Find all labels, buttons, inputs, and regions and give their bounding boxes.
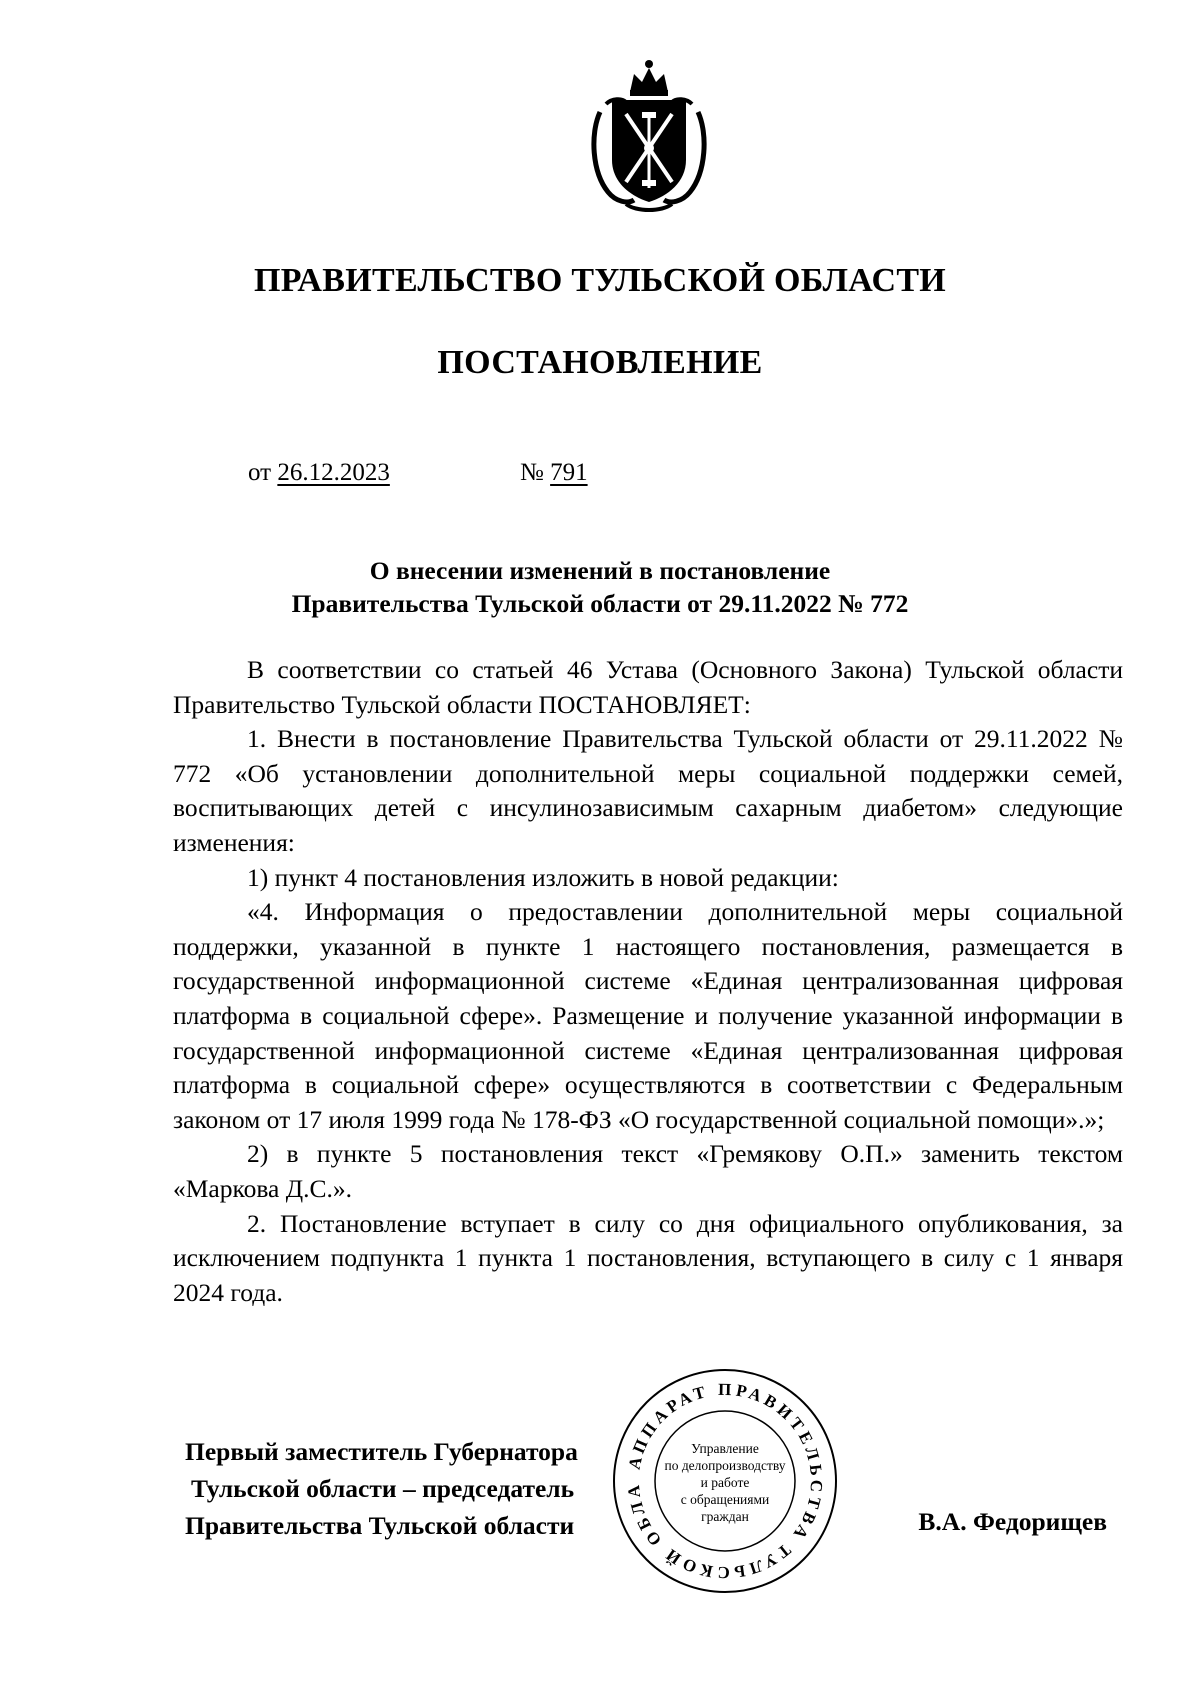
coat-of-arms-icon: [586, 54, 712, 214]
body-paragraph: 1. Внести в постановление Правительства Тульской области от 29.11.2022 № 772 «Об установлении дополнительной меры социальной поддержки семей, воспитывающих детей с инсулинозависимым сахарным диабетом» следующие изменения:: [173, 724, 1123, 857]
body-paragraph: «4. Информация о предоставлении дополнительной меры социальной поддержки, указанной в пункте 1 настоящего постановления, размещается в государственной информационной системе «Единая централизованная цифровая платформа в социальной сфере». Размещение и получение указанной информации в государственной информационной системе «Единая централизованная цифровая платформа в социальной сфере» осуществляются в соответствии с Федеральным законом от 17 июля 1999 года № 178-ФЗ «О государственной социальной помощи».»;: [173, 897, 1123, 1134]
signer-position-line: Первый заместитель Губернатора: [185, 1437, 578, 1466]
document-body: [173, 653, 1123, 1310]
body-paragraph: 2. Постановление вступает в силу со дня официального опубликования, за исключением подпункта 1 пункта 1 постановления, вступающего в силу с 1 января 2024 года.: [173, 1208, 1123, 1307]
signer-position-line: Тульской области – председатель: [191, 1474, 575, 1503]
organization-title: ПРАВИТЕЛЬСТВО ТУЛЬСКОЙ ОБЛАСТИ: [253, 262, 947, 299]
document-number: [520, 459, 588, 487]
seal-ring-text: АППАРАТ ПРАВИТЕЛЬСТВА ТУЛЬСКОЙ ОБЛАСТИ: [603, 1353, 827, 1583]
subject-line: Правительства Тульской области от 29.11.2022 № 772: [291, 589, 909, 618]
number-prefix: №: [520, 459, 544, 486]
body-paragraph: В соответствии со статьей 46 Устава (Основного Закона) Тульской области Правительство Тульской области ПОСТАНОВЛЯЕТ:: [173, 655, 1123, 719]
body-paragraph: 2) в пункте 5 постановления текст «Гремякову О.П.» заменить текстом «Маркова Д.С.».: [173, 1139, 1123, 1203]
official-seal: [603, 1353, 838, 1594]
date-value: 26.12.2023: [277, 459, 390, 486]
document-type-title: ПОСТАНОВЛЕНИЕ: [437, 344, 763, 381]
seal-center-text: [648, 1440, 802, 1525]
date-prefix: от: [248, 459, 272, 486]
body-paragraph: 1) пункт 4 постановления изложить в новой редакции:: [247, 862, 839, 892]
signer-position: [185, 1433, 578, 1544]
subject-line: О внесении изменений в постановление: [369, 556, 831, 585]
signer-name: В.А. Федорищев: [918, 1507, 1107, 1536]
seal-center-line: Управление: [691, 1441, 759, 1456]
seal-center-line: граждан: [701, 1509, 749, 1524]
document-date: [248, 459, 390, 487]
signer-position-line: Правительства Тульской области: [185, 1511, 575, 1540]
document-subject: [0, 554, 1200, 620]
seal-center-line: по делопроизводству: [664, 1458, 786, 1473]
seal-center-line: и работе: [700, 1475, 750, 1490]
seal-center-line: с обращениями: [680, 1492, 770, 1507]
number-value: 791: [550, 459, 588, 486]
